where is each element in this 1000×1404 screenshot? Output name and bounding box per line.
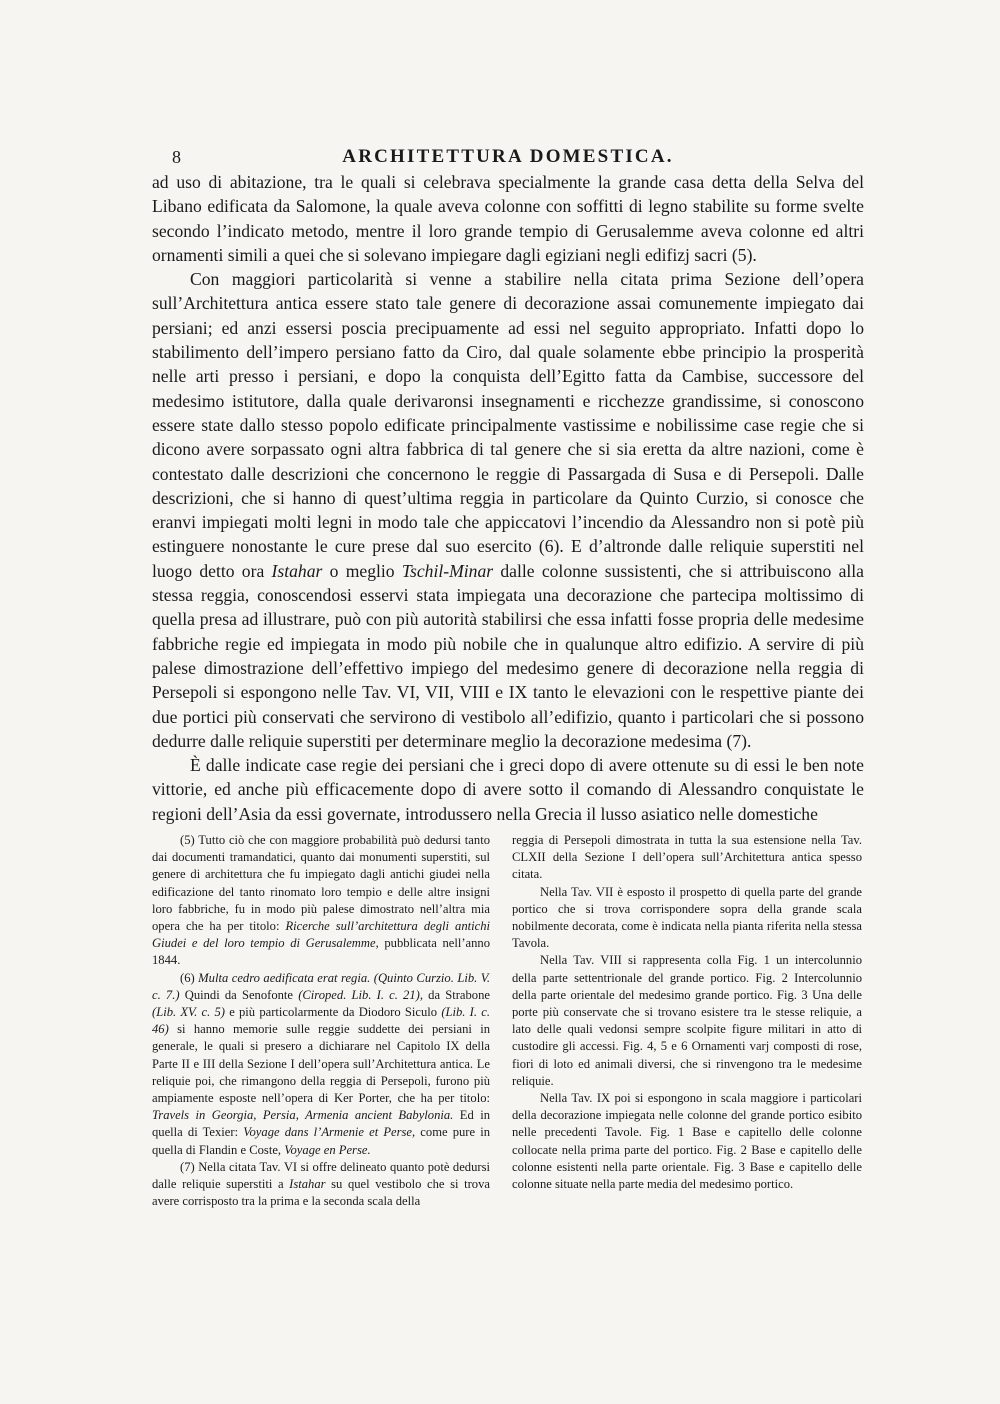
footnote <box>152 1159 490 1211</box>
paragraph <box>152 267 864 753</box>
text-run: o meglio <box>322 560 402 581</box>
text-run: pubblicata nell’anno 1844. <box>152 936 491 968</box>
text-run: e più particolarmente da Diodoro Siculo <box>224 1005 442 1020</box>
text-run: Ed in quella di Texier: <box>152 1108 490 1140</box>
text-run: Quindi da Senofonte <box>179 987 299 1002</box>
text-run: come pure in quella di Flandin e Coste, <box>152 1125 491 1157</box>
italic-text: Ricerche sull’architettura degli antichi Giudei e del loro tempio di Gerusalemme, <box>152 919 490 951</box>
text-run: su quel vestibolo che si trova avere corrisposto tra la prima e la seconda scala della <box>152 1177 490 1209</box>
text-run: Nella Tav. VIII si rappresenta colla Fig. 1 un intercolunnio della parte settentrionale del grande portico. Fig. 2 Intercolunnio della parte orientale del medesimo grande portico. Fig. 3 Una delle porte più conservate che si trovano esistere tra le stesse reliquie, a lato delle quali vedonsi sempre scolpite figure militari in atto di custodire gli accessi. Fig. 4, 5 e 6 Ornamenti varj composti di rose, fiori di loto ed animali diversi, che si rinvengono tra le medesime reliquie. <box>512 953 862 1088</box>
text-run: (6) <box>180 970 199 985</box>
italic-text: Travels in Georgia, Persia, Armenia ancient Babylonia. <box>152 1108 454 1123</box>
text-run: reggia di Persepoli dimostrata in tutta la sua estensione nella Tav. CLXII della Sezione I dell’opera sull’Architettura antica spesso citata. <box>512 833 862 882</box>
text-run: Nella Tav. IX poi si espongono in scala maggiore i particolari della decorazione impiegata nelle colonne del grande portico esibito nelle precedenti Tavole. Fig. 1 Base e capitello delle colonne collocate nella prima parte del portico. Fig. 2 Base e capitello delle colonne esistenti nella parte orientale. Fig. 3 Base e capitello delle colonne situate nella parte media del medesimo portico. <box>512 1091 862 1192</box>
footnote <box>512 884 862 953</box>
italic-text: Voyage dans l’Armenie et Perse, <box>243 1125 416 1140</box>
italic-text: Tschil-Minar <box>401 560 494 581</box>
italic-text: Voyage en Perse. <box>284 1142 371 1157</box>
text-run: dalle colonne sussistenti, che si attribuiscono alla stessa reggia, conoscendosi esservi stata impiegata una decorazione che partecipa moltissimo di quella presa ad illustrare, può con più autorità stabilirsi che essa infatti fosse propria delle medesime fabbriche regie ed impiegata in modo più nobile che in qualunque altro edifizio. A servire di più palese dimostrazione dell’effettivo impiego del medesimo genere di decorazione nella reggia di Persepoli si espongono nelle Tav. VI, VII, VIII e IX tanto le elevazioni con le respettive piante dei due portici più conservati che servirono di vestibolo all’edifizio, quanto i particolari che si possono dedurre dalle reliquie superstiti per determinare meglio la decorazione medesima (7). <box>152 560 864 751</box>
footnotes-left-column <box>152 832 490 1210</box>
text-run: Nella Tav. VII è esposto il prospetto di quella parte del grande portico che si trova corrispondere sopra della grande scala nobilmente decorata, come è indicata nella pianta riferita nella stessa Tavola. <box>512 884 862 951</box>
italic-text: Multa cedro aedificata erat regia. (Quinto Curzio. Lib. V. c. 7.) <box>152 970 490 1002</box>
main-text <box>152 170 864 826</box>
text-run: È dalle indicate case regie dei persiani che i greci dopo di avere ottenute su di essi le ben note vittorie, ed anche più efficacemente dopo di avere sotto il comando di Alessandro conquistate le regioni dell’Asia da essi governate, introdussero nella Grecia il lusso asiatico nelle domestiche <box>152 755 864 824</box>
text-run: (5) Tutto ciò che con maggiore probabilità può dedursi tanto dai documenti tramandatici, quanto dai monumenti superstiti, sul genere di architettura che fu impiegato dagli antichi giudei nella edificazione del tanto rinomato loro tempio e delle altre insigni loro fabbriche, fu in modo più palese dimostrato nell’altra mia opera che ha per titolo: <box>152 833 490 934</box>
italic-text: Istahar <box>289 1177 326 1192</box>
page-number: 8 <box>172 147 181 167</box>
footnote <box>512 832 862 884</box>
text-run: Con maggiori particolarità si venne a stabilire nella citata prima Sezione dell’opera sull’Architettura antica essere stato tale genere di decorazione assai comunemente impiegato dai persiani; ed anzi essersi poscia precipuamente ad essi nel seguito appropriato. Infatti dopo lo stabilimento dell’impero persiano fatto da Ciro, dal quale solamente ebbe principio la prosperità nelle arti presso i persiani, e dopo la conquista dell’Egitto fatta da Cambise, successore del medesimo istitutore, dalla quale derivaronsi insegnamenti e ricchezze grandissime, si conoscono essere state dallo stesso popolo edificate principalmente vastissime e nobilissime case regie che si dicono avere sorpassato ogni altra fabbrica di tal genere che si sia eretta da altre nazioni, come è contestato dalle descrizioni che concernono le reggie di Passargada di Susa e di Persepoli. Dalle descrizioni, che si hanno di quest’ultima reggia in particolare da Quinto Curzio, si conosce che eranvi impiegati molti legni in modo tale che appiccatovi l’incendio da Alessandro non si potè più estinguere nonostante le cure prese dal suo esercito (6). E d’altronde dalle reliquie superstiti nel luogo detto ora <box>152 269 864 581</box>
footnote <box>152 832 490 970</box>
italic-text: (Lib. XV. c. 5) <box>152 1005 225 1020</box>
italic-text: Istahar <box>271 560 323 581</box>
italic-text: (Lib. I. c. 46) <box>152 1005 490 1037</box>
footnote <box>152 970 490 1159</box>
text-run: si hanno memorie sulle reggie suddette dei persiani in generale, le quali si presero a dichiarare nel Capitolo IX della Parte II e III della Sezione I dell’opera sull’Architettura antica. Le reliquie poi, che rimangono della reggia di Persepoli, furono più ampiamente esposte nell’opera di Ker Porter, che ha per titolo: <box>152 1022 490 1106</box>
paragraph <box>152 753 864 826</box>
footnote <box>512 952 862 1090</box>
footnote <box>512 1090 862 1193</box>
paragraph <box>152 170 864 267</box>
italic-text: (Ciroped. Lib. I. c. 21) <box>298 987 420 1002</box>
text-run: , da Strabone <box>419 987 490 1002</box>
running-title: ARCHITETTURA DOMESTICA. <box>342 146 674 167</box>
page-header <box>152 143 864 173</box>
footnotes-right-column <box>512 832 862 1193</box>
text-run: ad uso di abitazione, tra le quali si celebrava specialmente la grande casa detta della Selva del Libano edificata da Salomone, la quale aveva colonne con soffitti di legno stabilite su forme svelte secondo l’indicato metodo, mentre il loro grande tempio di Gerusalemme aveva colonne ed altri ornamenti simili a quei che si solevano impiegare dagli egiziani negli edifizj sacri (5). <box>152 172 864 265</box>
text-run: (7) Nella citata Tav. VI si offre delineato quanto potè dedursi dalle reliquie superstiti a <box>152 1159 490 1192</box>
